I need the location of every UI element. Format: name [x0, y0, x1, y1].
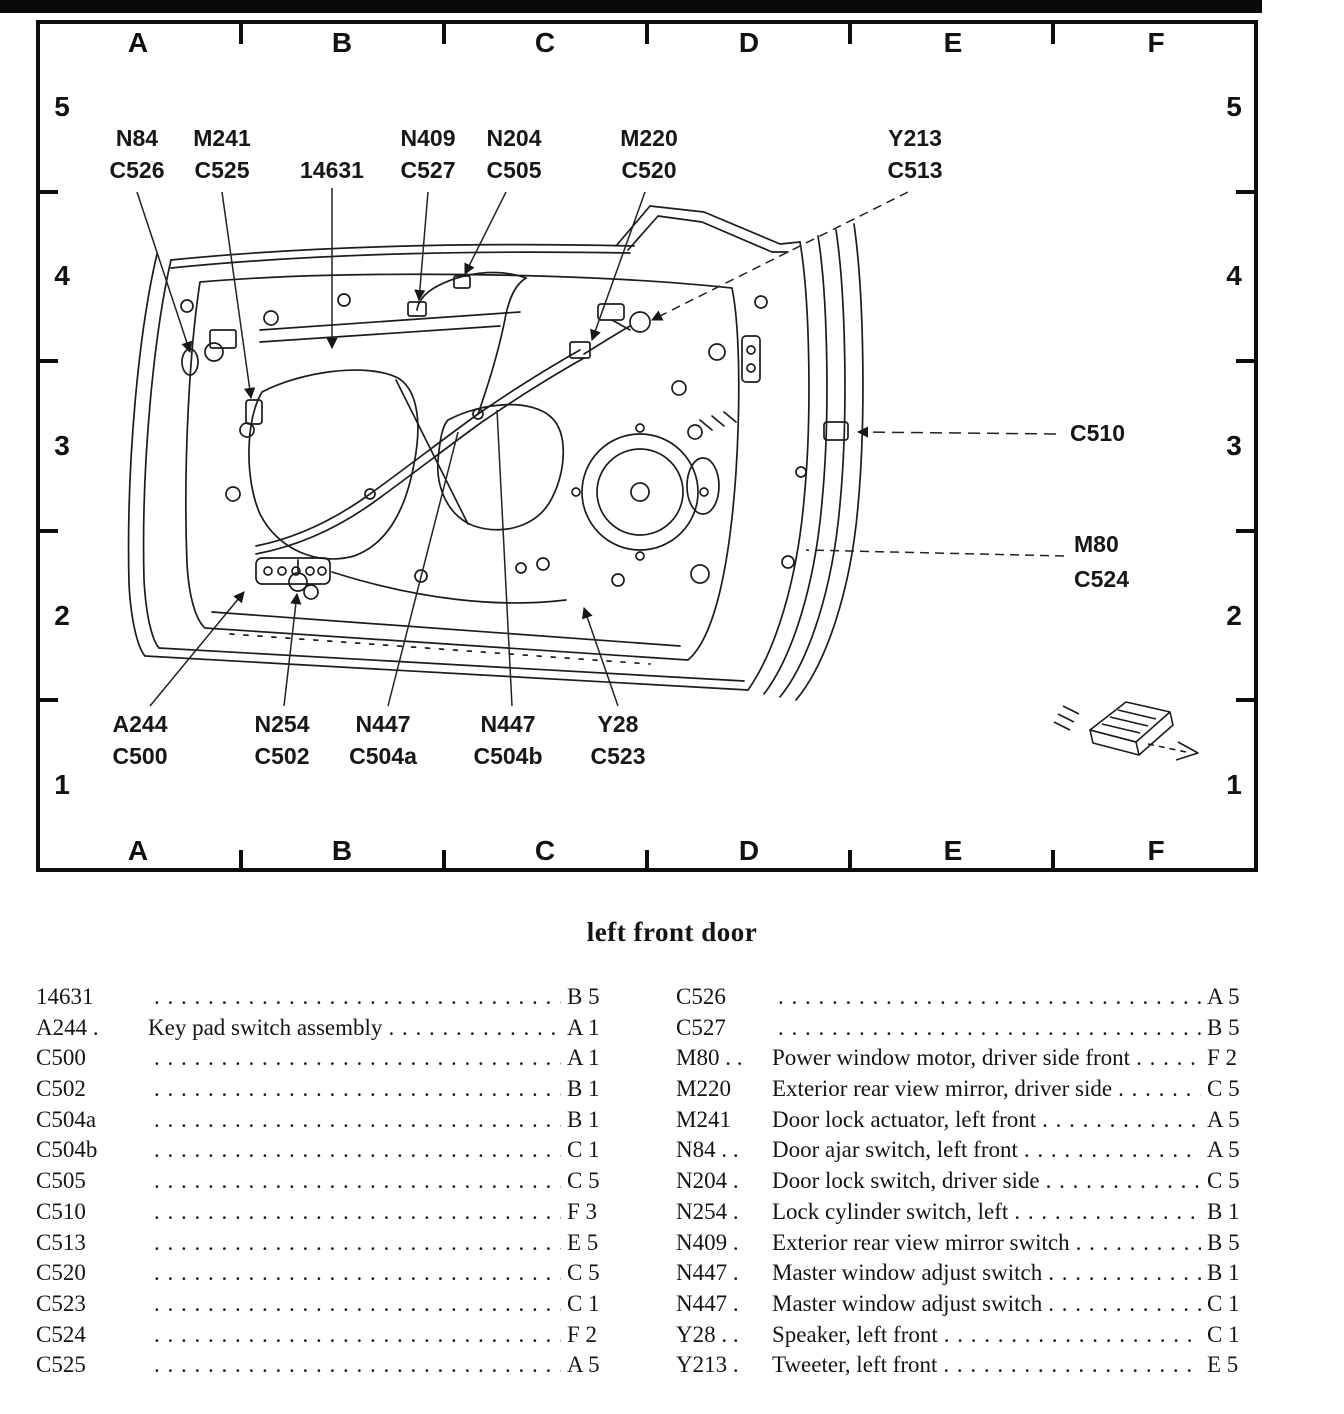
component-code: N84 . .: [676, 1137, 739, 1163]
component-description: Exterior rear view mirror switch: [772, 1229, 1070, 1255]
dot-leader: [1048, 1258, 1201, 1289]
index-row: [36, 1350, 621, 1381]
dot-leader: [154, 1289, 561, 1320]
callout-m80-code: M80: [1074, 531, 1119, 557]
index-row: [676, 1105, 1261, 1136]
dot-leader: [1014, 1197, 1201, 1228]
component-code: C527: [676, 1014, 726, 1040]
index-row: [36, 1043, 621, 1074]
callout-n447b-conn: C504b: [473, 743, 543, 769]
index-row: [36, 1289, 621, 1320]
leader-n84: [137, 192, 190, 352]
grid-col-d: D: [738, 835, 760, 866]
callout-n84-conn: C526: [109, 157, 165, 183]
callout-y213-code: Y213: [888, 125, 942, 151]
grid-reference: E 5: [1207, 1352, 1239, 1378]
dot-leader: [1046, 1166, 1201, 1197]
index-row: [36, 1258, 621, 1289]
component-description: Door ajar switch, left front: [772, 1137, 1018, 1163]
grid-col-a: A: [127, 27, 149, 58]
callout-m241-code: M241: [193, 125, 251, 151]
index-row: [676, 1166, 1261, 1197]
dot-leader: [154, 1228, 561, 1259]
callout-m220-conn: C520: [621, 157, 677, 183]
grid-reference: C 5: [1207, 1076, 1240, 1102]
grid-row-3: 3: [54, 430, 70, 461]
grid-row-5: 5: [54, 91, 70, 122]
component-code: A244 .: [36, 1014, 99, 1040]
leader-n447b: [497, 410, 512, 706]
index-row: [676, 1320, 1261, 1351]
dot-leader: [154, 1320, 561, 1351]
dot-leader: [154, 1135, 561, 1166]
component-code: C505: [36, 1168, 86, 1194]
leader-lines: [137, 188, 1064, 706]
index-row: [36, 1135, 621, 1166]
grid-reference: B 5: [567, 984, 600, 1009]
dot-leader: [154, 1258, 561, 1289]
dot-leader: [944, 1320, 1201, 1351]
component-description: Exterior rear view mirror, driver side: [772, 1076, 1113, 1102]
component-code: M241: [676, 1106, 731, 1132]
grid-reference: C 5: [567, 1168, 600, 1194]
component-description: Master window adjust switch: [772, 1260, 1043, 1286]
leader-n254: [284, 594, 297, 706]
dot-leader: [1136, 1043, 1201, 1074]
grid-reference: F 3: [567, 1198, 598, 1224]
callout-c510: C510: [1070, 420, 1125, 446]
component-code: C525: [36, 1352, 86, 1378]
callout-a244-code: A244: [112, 711, 168, 737]
index-row: [36, 1320, 621, 1351]
component-code: C504b: [36, 1137, 98, 1163]
grid-col-f: F: [1147, 835, 1165, 866]
callout-n84-code: N84: [115, 125, 159, 151]
grid-row-5: 5: [1226, 91, 1242, 122]
dot-leader: [154, 1350, 561, 1381]
grid-reference: A 5: [1207, 984, 1240, 1009]
component-description: Power window motor, driver side front: [772, 1045, 1131, 1071]
index-row: [36, 982, 621, 1013]
connector-icon: [1054, 702, 1198, 760]
component-index: [0, 948, 1344, 1381]
callout-n447a-conn: C504a: [349, 743, 417, 769]
dot-leader: [943, 1350, 1201, 1381]
leader-m220: [592, 192, 645, 340]
grid-col-c: C: [534, 27, 556, 58]
grid-row-1: 1: [54, 769, 70, 800]
component-code: C502: [36, 1076, 86, 1102]
callout-n204-code: N204: [486, 125, 542, 151]
grid-reference: A 5: [567, 1352, 600, 1378]
grid-col-f: F: [1147, 27, 1165, 58]
grid-col-b: B: [331, 27, 353, 58]
grid-col-d: D: [738, 27, 760, 58]
component-code: C526: [676, 984, 726, 1009]
index-row: [676, 1135, 1261, 1166]
grid-col-b: B: [331, 835, 353, 866]
dot-leader: [154, 1166, 561, 1197]
index-row: [676, 1074, 1261, 1105]
grid-reference: B 1: [1207, 1198, 1240, 1224]
index-row: [676, 982, 1261, 1013]
grid-reference: F 2: [1207, 1045, 1238, 1071]
callout-y28-conn: C523: [590, 743, 646, 769]
grid-reference: A 1: [567, 1045, 600, 1071]
component-code: C524: [36, 1321, 86, 1347]
component-code: N447 .: [676, 1260, 739, 1286]
component-code: 14631: [36, 984, 94, 1009]
grid-row-1: 1: [1226, 769, 1242, 800]
callout-n409-code: N409: [400, 125, 456, 151]
grid-row-4: 4: [54, 260, 70, 291]
component-code: C510: [36, 1198, 86, 1224]
leader-m80: [806, 550, 1064, 556]
grid-row-2: 2: [1226, 600, 1242, 631]
index-column-right: [676, 982, 1261, 1381]
dot-leader: [154, 1074, 561, 1105]
leader-m241: [222, 192, 251, 398]
grid-reference: A 5: [1207, 1137, 1240, 1163]
leader-c510: [858, 432, 1056, 434]
dot-leader: [154, 1043, 561, 1074]
grid-row-2: 2: [54, 600, 70, 631]
index-row: [676, 1228, 1261, 1259]
component-description: Key pad switch assembly: [148, 1014, 383, 1040]
component-description: Tweeter, left front: [772, 1352, 938, 1378]
callout-m80-conn: C524: [1074, 566, 1129, 592]
index-row: [676, 1258, 1261, 1289]
component-description: Speaker, left front: [772, 1321, 938, 1347]
index-row: [36, 1074, 621, 1105]
grid-reference: E 5: [567, 1229, 599, 1255]
dot-leader: [154, 1105, 561, 1136]
dot-leader: [1076, 1228, 1201, 1259]
dot-leader: [154, 982, 561, 1013]
callout-n447a-code: N447: [355, 711, 411, 737]
grid-col-e: E: [943, 835, 963, 866]
grid-reference: B 5: [1207, 1229, 1240, 1255]
tweeter-target: [630, 312, 650, 332]
grid-col-c: C: [534, 835, 556, 866]
grid-reference: B 1: [567, 1076, 600, 1102]
callout-n409-conn: C527: [400, 157, 456, 183]
index-row: [36, 1166, 621, 1197]
component-code: M220: [676, 1076, 731, 1102]
index-row: [676, 1043, 1261, 1074]
dot-leader: [154, 1197, 561, 1228]
dot-leader: [778, 982, 1201, 1013]
grid-reference: F 2: [567, 1321, 598, 1347]
component-code: N254 .: [676, 1198, 739, 1224]
component-description: Lock cylinder switch, left: [772, 1198, 1009, 1224]
component-code: Y213 .: [676, 1352, 739, 1378]
component-description: Master window adjust switch: [772, 1290, 1043, 1316]
component-code: N409 .: [676, 1229, 739, 1255]
component-code: N204 .: [676, 1168, 739, 1194]
callout-n447b-code: N447: [480, 711, 536, 737]
dot-leader: [778, 1013, 1201, 1044]
component-code: N447 .: [676, 1290, 739, 1316]
grid-row-3: 3: [1226, 430, 1242, 461]
dot-leader: [1048, 1289, 1201, 1320]
index-row: [676, 1013, 1261, 1044]
dot-leader: [388, 1013, 561, 1044]
scan-edge-artifact: [0, 0, 1262, 13]
direction-arrow: [1148, 744, 1186, 752]
grid-reference: C 5: [567, 1260, 600, 1286]
keypad-shape: [256, 558, 330, 584]
latch-shape: [742, 336, 760, 382]
component-description: Door lock switch, driver side: [772, 1168, 1040, 1194]
grid-row-4: 4: [1226, 260, 1242, 291]
callout-y213-conn: C513: [887, 157, 943, 183]
component-code: M80 . .: [676, 1045, 743, 1071]
grid-reference: C 1: [567, 1290, 600, 1316]
grid-row-labels: [54, 91, 1242, 800]
grid-reference: C 1: [1207, 1290, 1240, 1316]
grid-reference: B 5: [1207, 1014, 1240, 1040]
callout-y28-code: Y28: [597, 711, 639, 737]
callout-n254-code: N254: [254, 711, 310, 737]
grid-reference: B 1: [567, 1106, 600, 1132]
callout-m220-code: M220: [620, 125, 678, 151]
grid-reference: C 1: [1207, 1321, 1240, 1347]
index-row: [676, 1289, 1261, 1320]
callout-14631: 14631: [300, 157, 364, 183]
component-code: C520: [36, 1260, 86, 1286]
grid-col-e: E: [943, 27, 963, 58]
callout-n204-conn: C505: [486, 157, 542, 183]
dot-leader: [1042, 1105, 1201, 1136]
component-code: Y28 . .: [676, 1321, 739, 1347]
component-code: C500: [36, 1045, 86, 1071]
callout-a244-conn: C500: [112, 743, 168, 769]
dot-leader: [1024, 1135, 1201, 1166]
callout-n254-conn: C502: [254, 743, 310, 769]
index-row: [36, 1228, 621, 1259]
figure-title: left front door: [586, 917, 758, 947]
grid-reference: A 5: [1207, 1106, 1240, 1132]
leader-n204: [465, 192, 506, 274]
component-code: C513: [36, 1229, 86, 1255]
dot-leader: [1118, 1074, 1201, 1105]
index-row: [676, 1197, 1261, 1228]
index-row: [676, 1350, 1261, 1381]
callout-labels: [110, 125, 1130, 769]
component-code: C523: [36, 1290, 86, 1316]
component-description: Door lock actuator, left front: [772, 1106, 1037, 1132]
index-row: [36, 1197, 621, 1228]
index-row: [36, 1013, 621, 1044]
grid-reference: A 1: [567, 1014, 600, 1040]
index-row: [36, 1105, 621, 1136]
index-column-left: [36, 982, 621, 1381]
grid-reference: C 5: [1207, 1168, 1240, 1194]
leader-y28: [584, 608, 618, 706]
component-code: C504a: [36, 1106, 97, 1132]
grid-reference: C 1: [567, 1137, 600, 1163]
door-line-art: [129, 206, 863, 700]
callout-m241-conn: C525: [194, 157, 250, 183]
grid-col-a: A: [127, 835, 149, 866]
grid-reference: B 1: [1207, 1260, 1240, 1286]
